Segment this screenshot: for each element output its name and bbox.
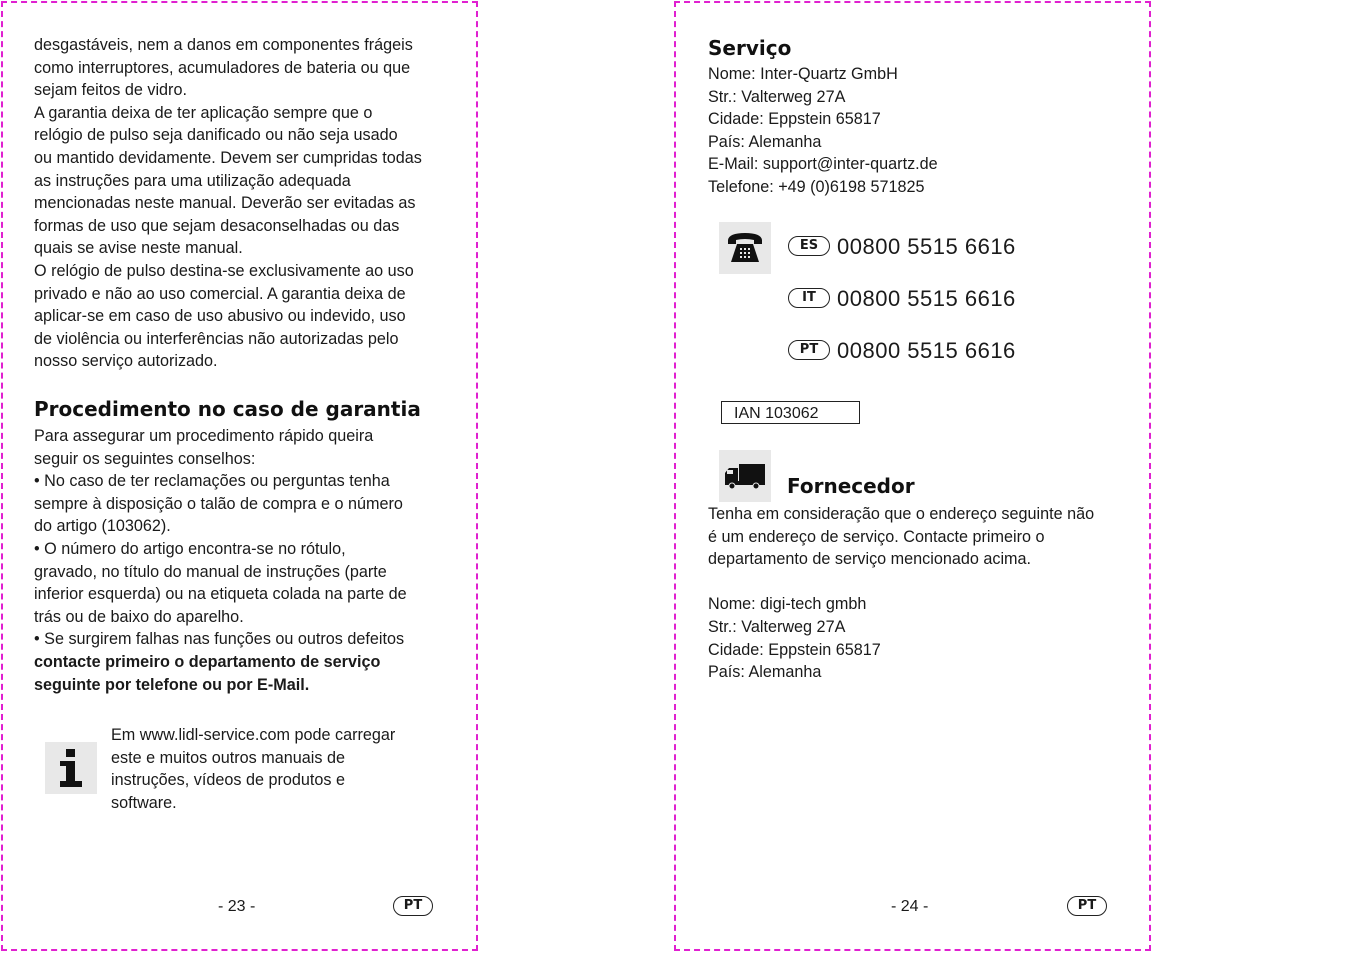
text-line: sejam feitos de vidro.: [34, 81, 187, 100]
text-line: País: Alemanha: [708, 132, 822, 151]
text-line: desgastáveis, nem a danos em componentes frágeis: [34, 36, 413, 54]
text-line: departamento de serviço mencionado acima.: [708, 550, 1032, 569]
text-line: relógio de pulso seja danificado ou não seja usado: [34, 126, 398, 145]
text-line: Str.: Valterweg 27A: [708, 87, 846, 106]
service-address: [708, 63, 1128, 199]
text-line: trás ou de baixo do aparelho.: [34, 607, 244, 626]
text-line: Tenha em consideração que o endereço seguinte não: [708, 505, 1095, 523]
blank-line: [708, 571, 1128, 594]
info-icon-glyph: [56, 748, 86, 788]
ian-label: IAN 103062: [721, 401, 860, 424]
text-line: E-Mail: support@inter-quartz.de: [708, 155, 938, 174]
warranty-text: [34, 425, 454, 696]
text-line: sempre à disposição o talão de compra e o número: [34, 494, 403, 513]
country-badge: IT: [788, 288, 830, 308]
text-line: de violência ou interferências não autorizadas pelo: [34, 329, 399, 348]
text-line: Telefone: +49 (0)6198 571825: [708, 177, 925, 196]
hotline-row: [788, 234, 1016, 264]
text-line: quais se avise neste manual.: [34, 239, 243, 258]
supplier-heading: Fornecedor: [787, 474, 915, 498]
hotline-row: [788, 338, 1016, 368]
text-line: instruções, vídeos de produtos e: [111, 771, 345, 790]
text-line: privado e não ao uso comercial. A garantia deixa de: [34, 284, 406, 303]
text-line: Nome: Inter-Quartz GmbH: [708, 65, 898, 83]
text-line: País: Alemanha: [708, 663, 822, 682]
text-line: Cidade: Eppstein 65817: [708, 640, 881, 659]
text-line: inferior esquerda) ou na etiqueta colada na parte de: [34, 585, 407, 604]
telephone-icon-glyph: [725, 230, 765, 266]
intro-text: [34, 34, 454, 373]
truck-icon-glyph: [723, 461, 767, 491]
text-line: Nome: digi-tech gmbh: [708, 595, 867, 614]
bold-text-line: seguinte por telefone ou por E-Mail.: [34, 675, 310, 694]
info-icon: [45, 742, 97, 794]
language-badge: PT: [1067, 896, 1107, 916]
text-line: Em www.lidl-service.com pode carregar: [111, 726, 396, 744]
text-line: como interruptores, acumuladores de bateria ou que: [34, 58, 411, 77]
text-line: seguir os seguintes conselhos:: [34, 449, 256, 468]
bold-text-line: contacte primeiro o departamento de serviço: [34, 652, 381, 671]
text-line: Cidade: Eppstein 65817: [708, 110, 881, 129]
text-line: este e muitos outros manuais de: [111, 748, 345, 767]
text-line: Str.: Valterweg 27A: [708, 617, 846, 636]
hotline-number[interactable]: 00800 5515 6616: [837, 338, 1016, 363]
text-line: ou mantido devidamente. Devem ser cumpridas todas: [34, 148, 422, 167]
info-text: [111, 724, 431, 814]
text-line: A garantia deixa de ter aplicação sempre que o: [34, 103, 373, 122]
warranty-heading: Procedimento no caso de garantia: [34, 397, 421, 421]
supplier-text: [708, 503, 1128, 684]
telephone-icon: [719, 222, 771, 274]
text-line: aplicar-se em caso de uso abusivo ou indevido, uso: [34, 307, 406, 326]
text-line: formas de uso que sejam desaconselhadas ou das: [34, 216, 400, 235]
text-line: é um endereço de serviço. Contacte primeiro o: [708, 527, 1045, 546]
text-line: gravado, no título do manual de instruções (parte: [34, 562, 387, 581]
bullet-item: • O número do artigo encontra-se no rótulo,: [34, 539, 346, 558]
service-heading: Serviço: [708, 36, 792, 60]
bullet-item: • No caso de ter reclamações ou perguntas tenha: [34, 472, 390, 491]
bullet-item: • Se surgirem falhas nas funções ou outros defeitos: [34, 630, 405, 649]
text-line: nosso serviço autorizado.: [34, 352, 218, 371]
language-badge: PT: [393, 896, 433, 916]
text-line: mencionadas neste manual. Deverão ser evitadas as: [34, 194, 416, 213]
text-line: Para assegurar um procedimento rápido queira: [34, 427, 374, 445]
text-line: software.: [111, 793, 177, 812]
truck-icon: [719, 450, 771, 502]
hotline-number[interactable]: 00800 5515 6616: [837, 286, 1016, 311]
hotline-number[interactable]: 00800 5515 6616: [837, 234, 1016, 259]
hotline-row: [788, 286, 1016, 316]
text-line: O relógio de pulso destina-se exclusivamente ao uso: [34, 261, 414, 280]
page-number: - 23 -: [218, 898, 256, 915]
country-badge: ES: [788, 236, 830, 256]
text-line: as instruções para uma utilização adequada: [34, 171, 351, 190]
page-number: - 24 -: [891, 898, 929, 915]
text-line: do artigo (103062).: [34, 517, 171, 536]
country-badge: PT: [788, 340, 830, 360]
